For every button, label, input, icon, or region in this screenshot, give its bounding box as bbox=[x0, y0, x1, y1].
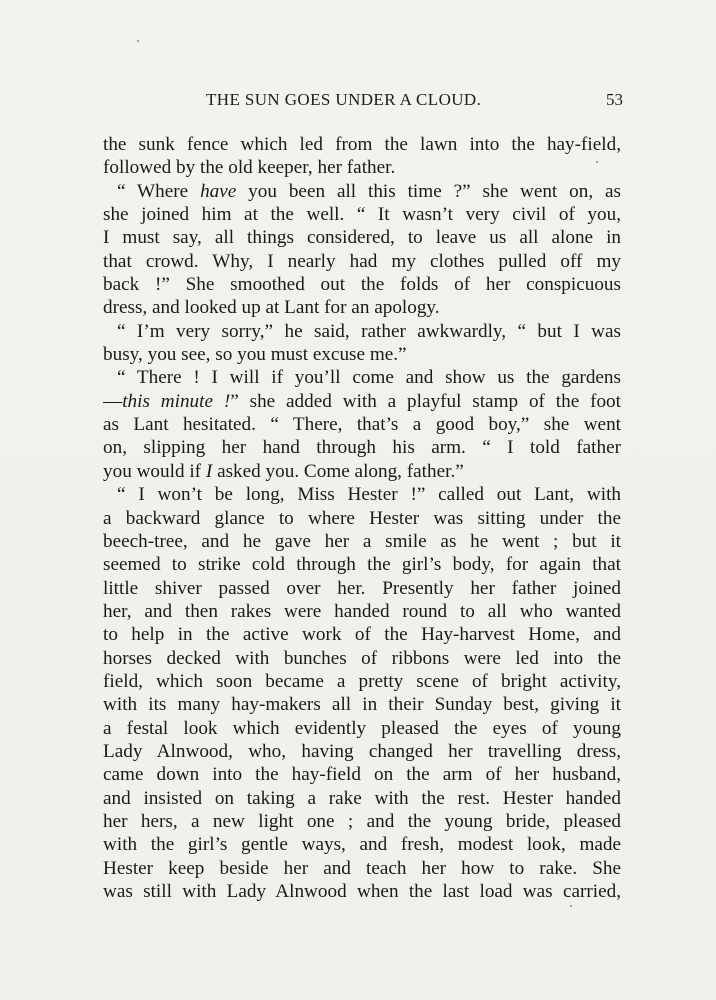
text-line: little shiver passed over her. Presently her father joined bbox=[103, 577, 621, 599]
text-line: I must say, all things considered, to leave us all alone in bbox=[103, 227, 621, 249]
text-line: horses decked with bunches of ribbons were led into the bbox=[103, 647, 621, 669]
paper-speck bbox=[570, 905, 572, 907]
text-line: followed by the old keeper, her father. bbox=[103, 157, 396, 179]
text-line: with its many hay-makers all in their Sunday best, giving it bbox=[103, 694, 621, 716]
text-line: Hester keep beside her and teach her how to rake. She bbox=[103, 857, 621, 879]
text-line: a backward glance to where Hester was sitting under the bbox=[103, 507, 621, 529]
text-line: on, slipping her hand through his arm. “ I told father bbox=[103, 437, 621, 459]
text-line: dress, and looked up at Lant for an apology. bbox=[103, 297, 440, 319]
text-line: field, which soon became a pretty scene of bright activity, bbox=[103, 670, 621, 692]
text-line: to help in the active work of the Hay-harvest Home, and bbox=[103, 624, 621, 646]
text-line: back !” She smoothed out the folds of her conspicuous bbox=[103, 274, 621, 296]
text-line: she joined him at the well. “ It wasn’t very civil of you, bbox=[103, 204, 621, 226]
page-number: 53 bbox=[606, 90, 623, 109]
text-line: the sunk fence which led from the lawn into the hay-field, bbox=[103, 134, 621, 155]
text-line: “ There ! I will if you’ll come and show us the gardens bbox=[117, 367, 621, 389]
text-line: was still with Lady Alnwood when the last load was carried, bbox=[103, 881, 621, 902]
paper-speck bbox=[137, 40, 139, 42]
text-line: you would if I asked you. Come along, father.” bbox=[103, 460, 464, 482]
text-line: came down into the hay-field on the arm of her husband, bbox=[103, 764, 621, 786]
text-line: Lady Alnwood, who, having changed her travelling dress, bbox=[103, 740, 621, 762]
text-line: —this minute !” she added with a playful stamp of the foot bbox=[103, 390, 621, 412]
text-line: “ I won’t be long, Miss Hester !” called out Lant, with bbox=[117, 484, 621, 506]
text-line: seemed to strike cold through the girl’s body, for again that bbox=[103, 554, 621, 576]
text-line: her hers, a new light one ; and the young bride, pleased bbox=[103, 810, 621, 832]
italic-text: I bbox=[205, 460, 213, 482]
text-line: “ I’m very sorry,” he said, rather awkwardly, “ but I was bbox=[117, 320, 621, 342]
text-line: as Lant hesitated. “ There, that’s a good boy,” she went bbox=[103, 414, 621, 436]
page-header bbox=[0, 90, 623, 116]
italic-text: have bbox=[200, 180, 237, 202]
running-head: THE SUN GOES UNDER A CLOUD. bbox=[206, 90, 482, 109]
text-line: with the girl’s gentle ways, and fresh, modest look, made bbox=[103, 834, 621, 856]
italic-text: this minute ! bbox=[122, 390, 231, 412]
body-text bbox=[103, 133, 621, 903]
text-line: a festal look which evidently pleased the eyes of young bbox=[103, 717, 621, 739]
text-line: and insisted on taking a rake with the rest. Hester handed bbox=[103, 787, 621, 809]
text-line: beech-tree, and he gave her a smile as he went ; but it bbox=[103, 530, 621, 552]
text-line: her, and then rakes were handed round to all who wanted bbox=[103, 600, 621, 622]
text-line: busy, you see, so you must excuse me.” bbox=[103, 344, 407, 366]
text-line: that crowd. Why, I nearly had my clothes pulled off my bbox=[103, 250, 621, 272]
text-line: “ Where have you been all this time ?” she went on, as bbox=[117, 180, 621, 202]
